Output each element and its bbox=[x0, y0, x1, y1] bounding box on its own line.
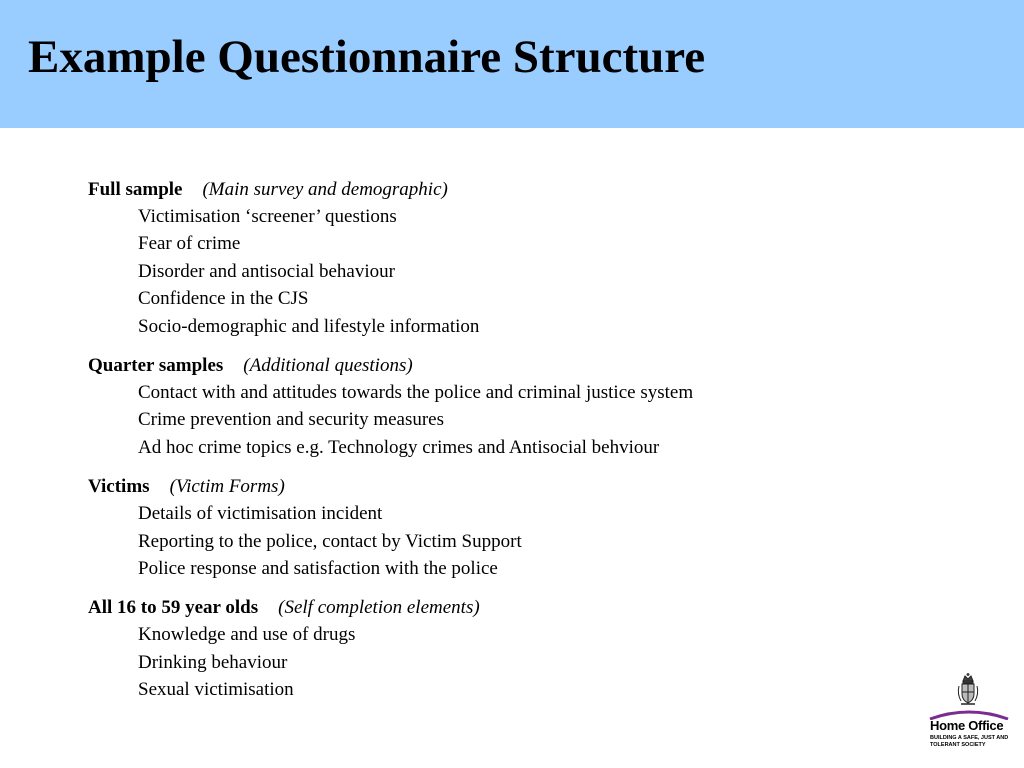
section-heading bbox=[88, 595, 968, 621]
list-item: Fear of crime bbox=[138, 233, 241, 255]
logo-tagline: BUILDING A SAFE, JUST AND TOLERANT SOCIETY bbox=[930, 735, 1009, 748]
section-label: Victims bbox=[88, 476, 150, 498]
list-item: Police response and satisfaction with the police bbox=[138, 558, 498, 580]
list-item: Victimisation ‘screener’ questions bbox=[138, 206, 397, 227]
list-item: Disorder and antisocial behaviour bbox=[138, 260, 395, 282]
section-heading bbox=[88, 177, 968, 203]
section-note: (Victim Forms) bbox=[169, 476, 285, 498]
section-item-list bbox=[88, 379, 968, 461]
section-label: Full sample bbox=[88, 179, 183, 200]
section-heading bbox=[88, 474, 968, 500]
list-item: Details of victimisation incident bbox=[138, 503, 383, 525]
section-quarter-samples bbox=[88, 353, 968, 461]
list-item: Reporting to the police, contact by Victim Support bbox=[138, 530, 522, 552]
royal-crest-icon bbox=[956, 672, 980, 708]
section-label: All 16 to 59 year olds bbox=[88, 597, 259, 619]
list-item: Contact with and attitudes towards the police and criminal justice system bbox=[138, 382, 694, 404]
section-note: (Self completion elements) bbox=[278, 597, 480, 619]
list-item: Confidence in the CJS bbox=[138, 288, 309, 310]
section-all-16-to-59 bbox=[88, 595, 968, 703]
questionnaire-structure bbox=[88, 177, 968, 717]
title-banner bbox=[0, 0, 1024, 128]
list-item: Ad hoc crime topics e.g. Technology crimes and Antisocial behviour bbox=[138, 436, 660, 458]
section-item-list bbox=[88, 203, 968, 340]
home-office-logo bbox=[926, 672, 1012, 754]
section-label: Quarter samples bbox=[88, 355, 224, 377]
section-item-list bbox=[88, 621, 968, 703]
list-item: Sexual victimisation bbox=[138, 679, 294, 701]
list-item: Knowledge and use of drugs bbox=[138, 624, 356, 646]
section-victims bbox=[88, 474, 968, 582]
logo-name: Home Office bbox=[930, 718, 1004, 733]
section-item-list bbox=[88, 500, 968, 582]
list-item: Crime prevention and security measures bbox=[138, 409, 445, 431]
section-note: (Additional questions) bbox=[243, 355, 413, 377]
section-full-sample bbox=[88, 177, 968, 340]
section-note: (Main survey and demographic) bbox=[202, 179, 448, 200]
list-item: Drinking behaviour bbox=[138, 651, 288, 673]
page-title: Example Questionnaire Structure bbox=[28, 31, 706, 83]
section-heading bbox=[88, 353, 968, 379]
list-item: Socio-demographic and lifestyle information bbox=[138, 315, 480, 337]
